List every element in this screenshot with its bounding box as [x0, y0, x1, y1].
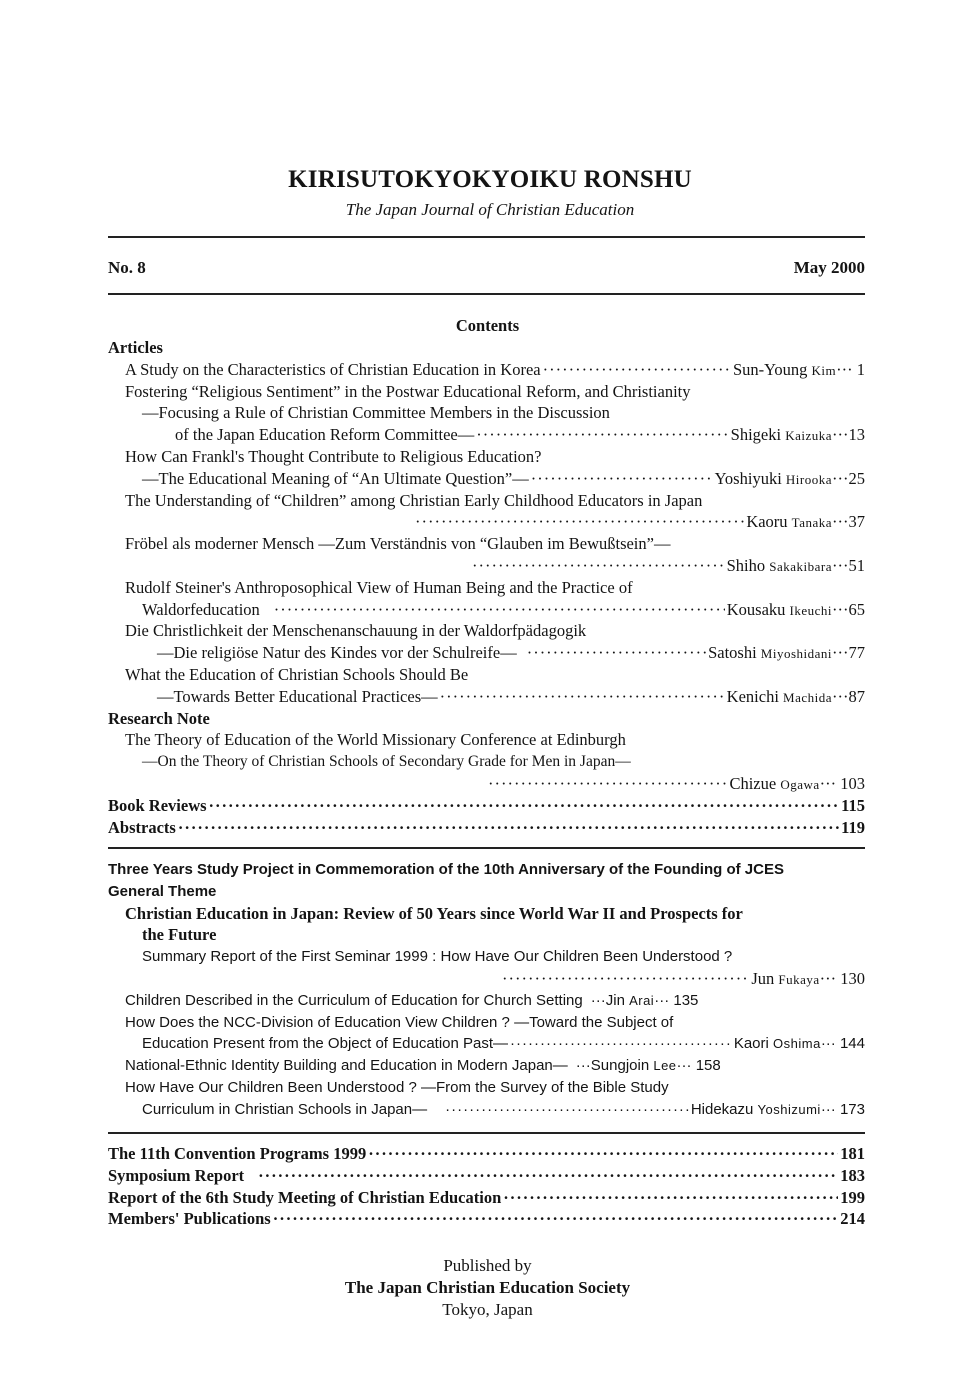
toc-title-line: How Does the NCC-Division of Education View Children ? —Toward the Subject of [125, 1013, 674, 1031]
toc-entry-project-4: National-Ethnic Identity Building and Education in Modern Japan— ···Sungjoin Lee··· 158 [125, 1057, 721, 1075]
page-number: 51 [848, 555, 865, 575]
page-number: 214 [840, 1209, 865, 1229]
toc-entry-article-7: —Die religiöse Natur des Kindes vor der Schulreife— ····· Satoshi Miyoshidani···77 [108, 642, 865, 664]
toc-title-line: Fröbel als moderner Mensch —Zum Verständnis von “Glauben im Bewußtsein”— [125, 534, 671, 554]
toc-entry-article-3: —The Educational Meaning of “An Ultimate Question”— ····· Yoshiyuki Hirooka···25 [108, 468, 865, 490]
page-number: 13 [848, 425, 865, 445]
author-surname: Ikeuchi [789, 602, 833, 618]
author-surname: Arai [629, 992, 655, 1008]
leader-dots [527, 642, 706, 664]
toc-entry-study-meeting-report: Report of the 6th Study Meeting of Christian Education ····· 199 [108, 1187, 865, 1209]
author-surname: Lee [653, 1058, 677, 1074]
toc-entry-article-1: A Study on the Characteristics of Christian Education in Korea ····· Sun-Young Kim··· 1 [108, 359, 865, 381]
study-project-section [108, 859, 865, 1121]
author-surname: Kim [811, 362, 837, 378]
section-rule [108, 1132, 865, 1134]
author: Kaoru [746, 512, 792, 532]
leader-dots [445, 1099, 689, 1121]
author-surname: Fukaya [778, 971, 820, 987]
author: Hidekazu [690, 1100, 758, 1118]
toc-entry-symposium-report: Symposium Report ····· 183 [108, 1165, 865, 1187]
publisher-location: Tokyo, Japan [442, 1300, 533, 1319]
general-theme-heading: General Theme [108, 882, 217, 900]
page-number: 144 [839, 1035, 865, 1053]
toc-subtitle-line: —On the Theory of Christian Schools of Secondary Grade for Men in Japan— [142, 753, 631, 771]
leader-dots [415, 511, 744, 533]
theme-title-line: Christian Education in Japan: Review of 50 Years since World War II and Prospects for [125, 903, 743, 923]
toc-title-line: Rudolf Steiner's Anthroposophical View of Human Being and the Practice of [125, 577, 633, 597]
leader-dots [273, 1208, 839, 1230]
page-number: 37 [848, 512, 865, 532]
leader-dots [472, 555, 725, 577]
leader-dots [531, 468, 713, 490]
author: Jun [751, 968, 779, 988]
page-number: 25 [848, 468, 865, 488]
leader-dots [274, 599, 725, 621]
toc-title-line: The Theory of Education of the World Missionary Conference at Edinburgh [125, 730, 626, 750]
author-surname: Sakakibara [769, 558, 833, 574]
toc-title-line: Fostering “Religious Sentiment” in the Postwar Educational Reform, and Christianity [125, 381, 691, 401]
research-note-heading: Research Note [108, 708, 210, 728]
toc-entry-abstracts: Abstracts ····· 119 [108, 817, 865, 839]
author-surname: Yoshizumi [757, 1101, 821, 1117]
leader-dots [258, 1165, 838, 1187]
page-number: 135 [673, 991, 699, 1009]
leader-dots [178, 817, 839, 839]
toc-title-line: How Can Frankl's Thought Contribute to Religious Education? [125, 446, 542, 466]
page-number: 130 [840, 968, 865, 988]
author: Chizue [729, 773, 781, 793]
author: Sungjoin [590, 1057, 654, 1075]
author: Satoshi [708, 643, 761, 663]
toc-entry-article-6: Waldorfeducation ····· Kousaku Ikeuchi···65 [108, 599, 865, 621]
top-rule [108, 236, 865, 238]
page-number: 181 [840, 1144, 865, 1163]
publisher-name: The Japan Christian Education Society [344, 1278, 631, 1297]
author: Kaori [733, 1035, 774, 1053]
toc-entry-book-reviews: Book Reviews ····· 115 [108, 795, 865, 817]
toc-entry-convention-programs: The 11th Convention Programs 1999 ····· 181 [108, 1143, 865, 1165]
page-number: 77 [848, 643, 865, 663]
author-surname: Tanaka [791, 515, 833, 531]
toc-title-line: What the Education of Christian Schools Should Be [125, 664, 469, 684]
toc-entry-project-5: Curriculum in Christian Schools in Japan— ····· Hidekazu Yoshizumi··· 173 [108, 1099, 865, 1121]
reports-section [108, 1143, 865, 1230]
page-number: 158 [695, 1057, 721, 1075]
contents-heading: Contents [455, 316, 520, 335]
project-heading: Three Years Study Project in Commemoration of the 10th Anniversary of the Founding of JCES [108, 861, 784, 878]
leader-dots [440, 686, 725, 708]
leader-dots [368, 1143, 838, 1165]
issue-number: No. 8 [108, 258, 146, 277]
toc-entry-article-4: ····· Kaoru Tanaka···37 [108, 511, 865, 533]
toc-title-line: How Have Our Children Been Understood ? —From the Survey of the Bible Study [125, 1078, 669, 1096]
page-number: 173 [839, 1100, 865, 1118]
toc-title-line: The Understanding of “Children” among Christian Early Childhood Educators in Japan [125, 490, 703, 510]
leader-dots [209, 795, 840, 817]
author-surname: Kaizuka [785, 428, 833, 444]
toc-entry-article-2: of the Japan Education Reform Committee— ····· Shigeki Kaizuka···13 [108, 424, 865, 446]
toc-entry-article-8: —Towards Better Educational Practices— ····· Kenichi Machida···87 [108, 686, 865, 708]
page-number: 1 [856, 359, 865, 379]
toc-entry-project-1: ····· Jun Fukaya··· 130 [108, 968, 865, 990]
author: Shigeki [730, 425, 786, 445]
leader-dots [510, 1033, 732, 1055]
toc-entry-members-publications: Members' Publications ····· 214 [108, 1208, 865, 1230]
author-surname: Machida [783, 689, 833, 705]
leader-dots [543, 359, 731, 381]
page-number: 119 [841, 817, 865, 837]
published-by-label: Published by [443, 1256, 532, 1275]
contents-list [108, 337, 865, 838]
issue-date: May 2000 [793, 258, 865, 277]
page-number: 65 [848, 599, 865, 619]
page-number: 115 [841, 795, 865, 815]
leader-dots [503, 1187, 838, 1209]
header-bottom-rule [108, 293, 865, 295]
toc-entry-article-5: ····· Shiho Sakakibara···51 [108, 555, 865, 577]
author: Yoshiyuki [714, 468, 786, 488]
page-number: 183 [840, 1165, 865, 1185]
toc-entry-project-3: Education Present from the Object of Education Past— ····· Kaori Oshima··· 144 [108, 1033, 865, 1055]
author: Sun-Young [732, 359, 812, 379]
leader-dots [502, 968, 749, 990]
publisher-block [0, 1255, 975, 1321]
author-surname: Oshima [773, 1036, 821, 1052]
issue-line [108, 258, 865, 278]
author: Jin [605, 991, 630, 1009]
page-number: 199 [840, 1187, 865, 1207]
author: Kousaku [726, 599, 790, 619]
author-surname: Miyoshidani [760, 646, 833, 662]
leader-dots [476, 424, 728, 446]
toc-title-line: Summary Report of the First Seminar 1999 : How Have Our Children Been Understood ? [142, 948, 733, 966]
author: Shiho [726, 555, 770, 575]
toc-entry-project-2: Children Described in the Curriculum of Education for Church Setting ···Jin Arai··· 135 [125, 991, 699, 1009]
page-number: 103 [840, 773, 865, 793]
journal-subtitle: The Japan Journal of Christian Education [345, 200, 635, 219]
author-surname: Hirooka [785, 471, 833, 487]
theme-title-line: the Future [142, 925, 217, 945]
author-surname: Ogawa [780, 776, 820, 792]
journal-title: KIRISUTOKYOKYOIKU RONSHU [288, 166, 692, 193]
leader-dots [488, 773, 727, 795]
articles-heading: Articles [108, 338, 163, 357]
page-number: 87 [848, 686, 865, 706]
author: Kenichi [726, 686, 784, 706]
section-rule [108, 847, 865, 849]
toc-title-line: Die Christlichkeit der Menschenanschauung in der Waldorfpädagogik [125, 621, 587, 641]
toc-entry-research-note: ····· Chizue Ogawa··· 103 [108, 773, 865, 795]
toc-subtitle-line: —Focusing a Rule of Christian Committee Members in the Discussion [142, 403, 610, 423]
